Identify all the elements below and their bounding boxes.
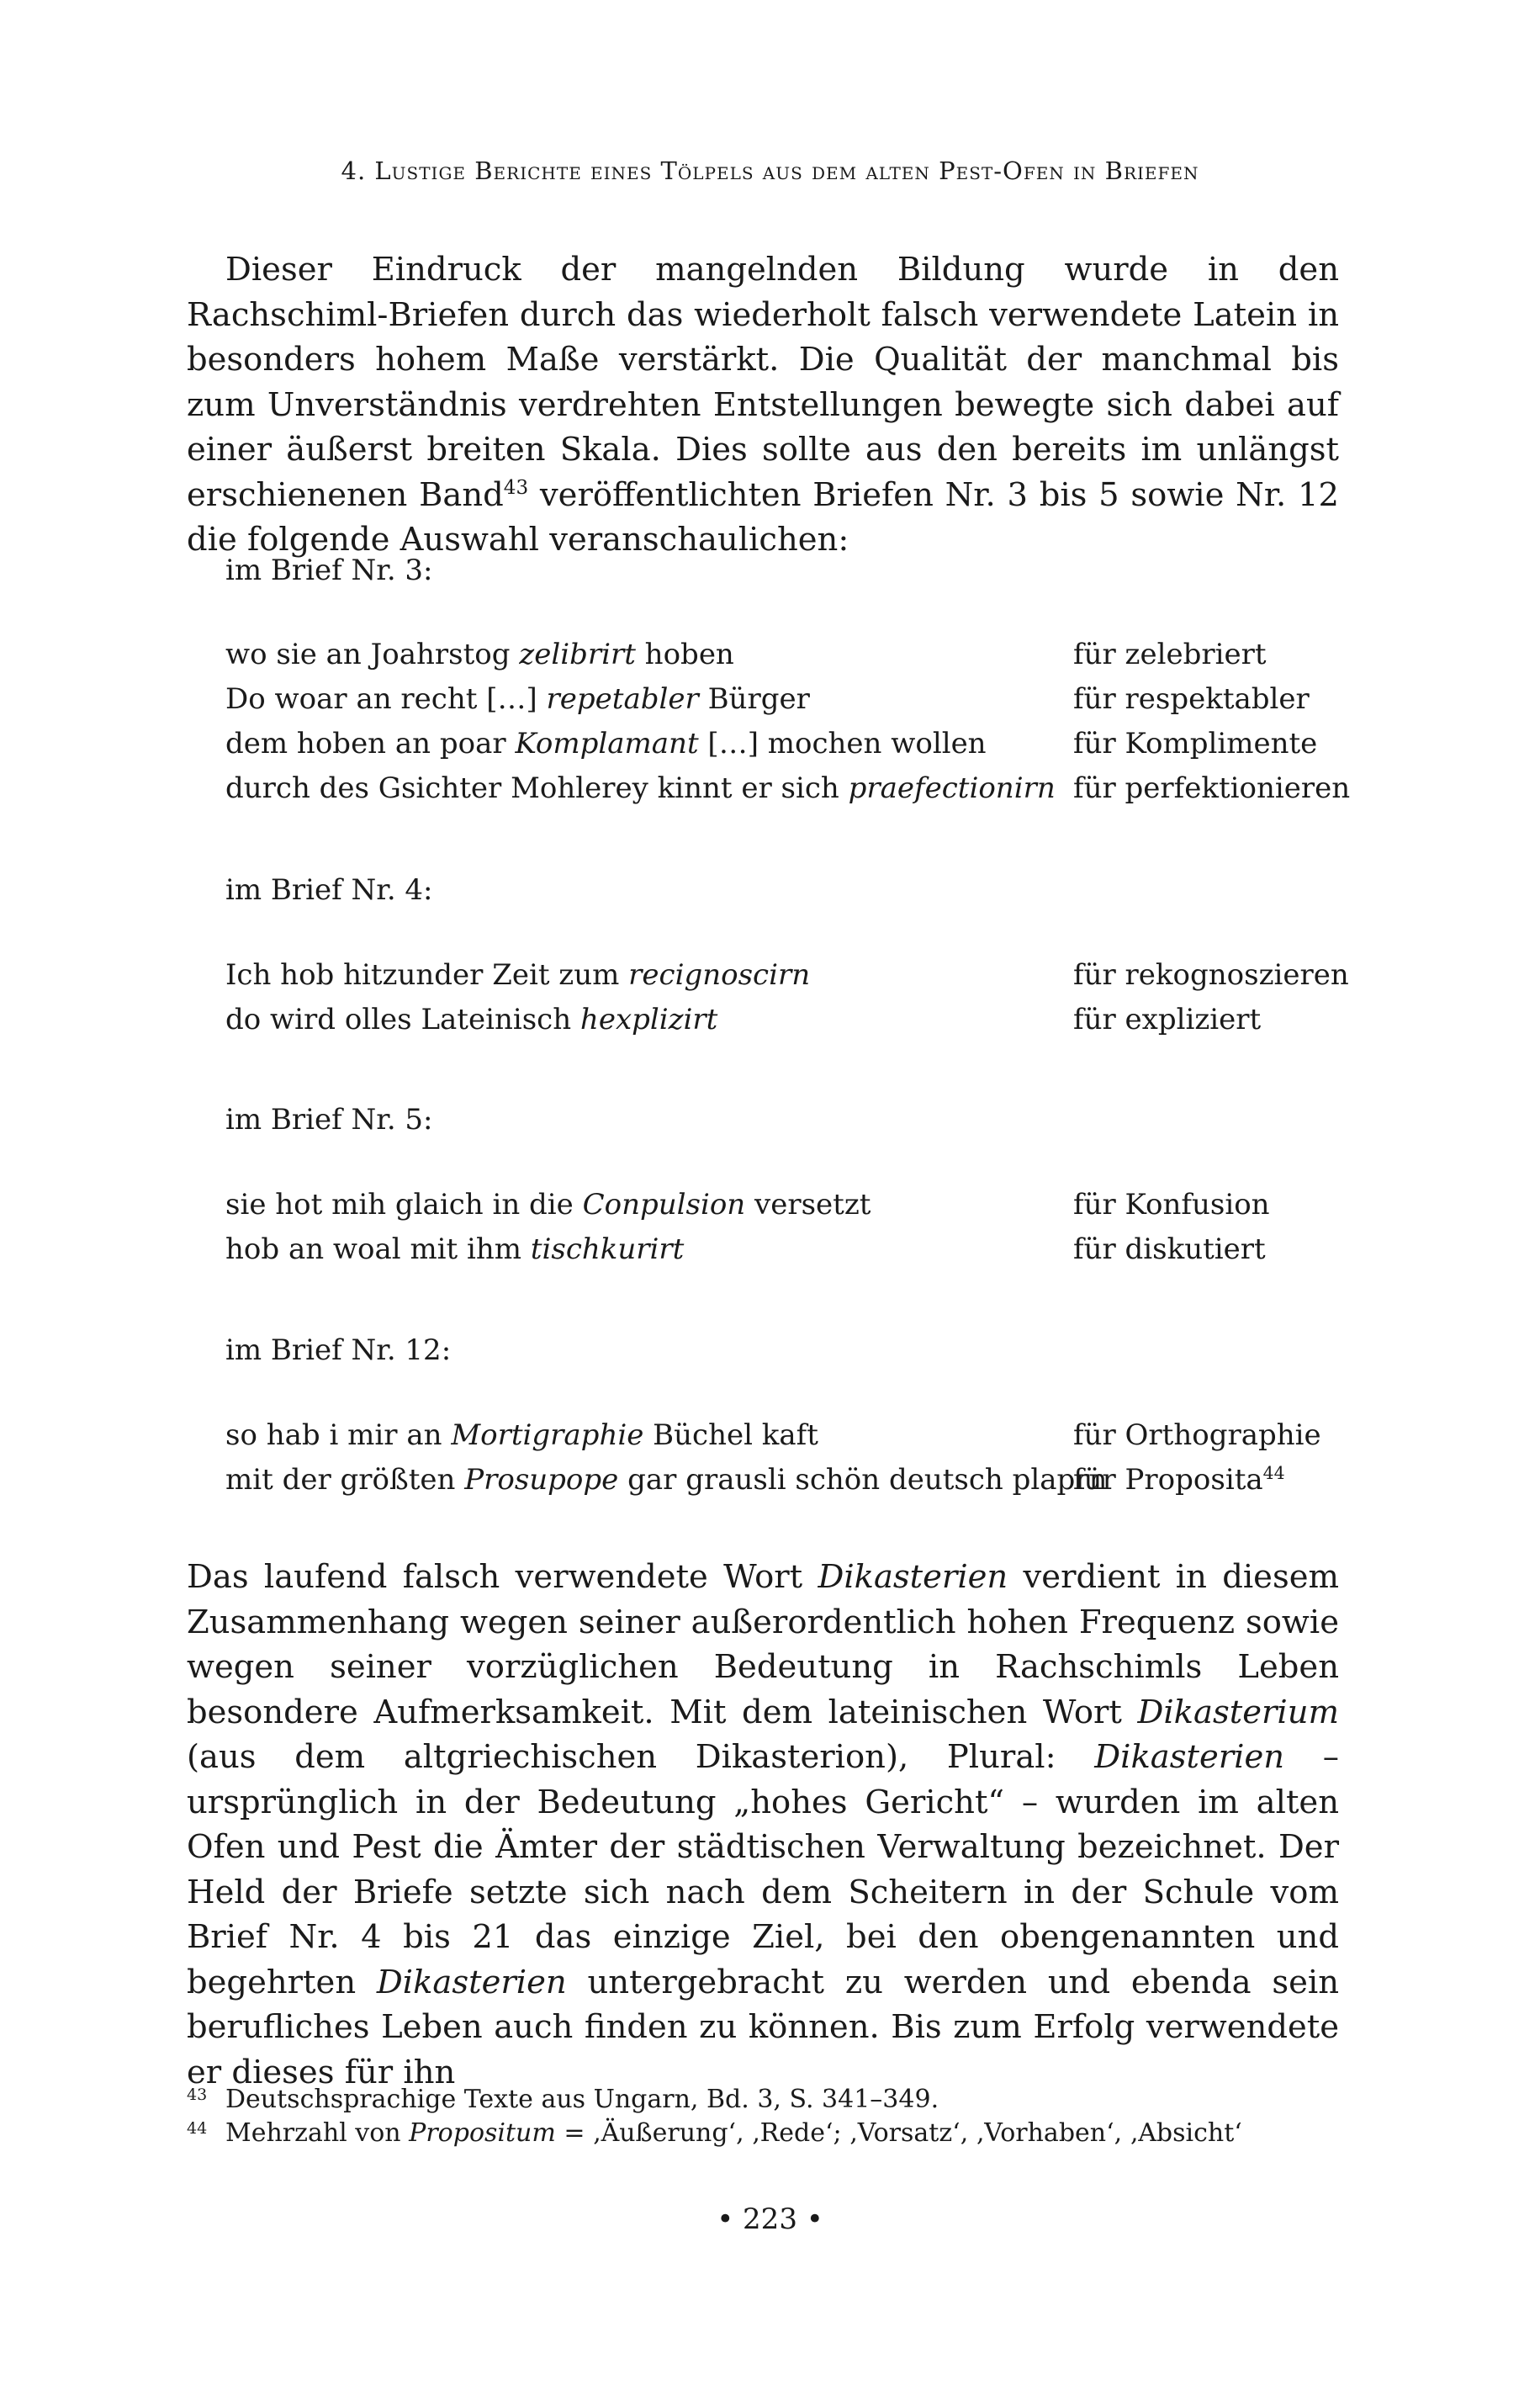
example-row	[225, 953, 1349, 998]
paragraph-dikasterien: Das laufend falsch verwendete Wort Dikasterien verdient in diesem Zusammenhang wegen seiner außerordentlich hohen Frequenz sowie wegen seiner vorzüglichen Bedeutung in Rachschimls Leben besondere Aufmerksamkeit. Mit dem lateinischen Wort Dikasterium (aus dem altgriechischen Dikasterion), Plural: Dikasterien – ursprünglich in der Bedeutung „hohes Gericht“ – wurden im alten Ofen und Pest die Ämter der städtischen Verwaltung bezeichnet. Der Held der Briefe setzte sich nach dem Scheitern in der Schule vom Brief Nr. 4 bis 21 das einzige Ziel, bei den obengenannten und begehrten Dikasterien untergebracht zu werden und ebenda sein berufliches Leben auch finden zu können. Bis zum Erfolg verwendete er dieses für ihn	[187, 1558, 1339, 2091]
dialect-phrase: dem hoben an poar Komplamant […] mochen wollen	[225, 727, 987, 761]
example-row	[225, 722, 1344, 766]
example-row	[225, 1227, 1344, 1272]
misspelled-word: praefectionirn	[848, 771, 1056, 805]
emphasis-word: Propositum	[409, 2118, 556, 2148]
correct-form: für expliziert	[1073, 1003, 1262, 1036]
misspelled-word: repetabler	[546, 682, 699, 716]
correct-form: für respektabler	[1073, 682, 1310, 716]
footnote-number: 43	[187, 2086, 208, 2104]
dialect-phrase: do wird olles Lateinisch hexplizirt	[225, 1003, 718, 1036]
correct-form: für Orthographie	[1073, 1418, 1321, 1452]
dialect-phrase: sie hot mih glaich in die Conpulsion versetzt	[225, 1188, 871, 1222]
section-label-brief-12: im Brief Nr. 12:	[225, 1333, 452, 1367]
example-row	[225, 1458, 1344, 1503]
dialect-phrase: mit der größten Prosupope gar grausli schön deutsch plaprn	[225, 1463, 1108, 1497]
emphasis-word: Dikasterien	[818, 1558, 1008, 1596]
footnote-ref-44[interactable]: 44	[1262, 1462, 1285, 1483]
emphasis-word: Dikasterien	[1094, 1738, 1285, 1776]
misspelled-word: hexplizirt	[579, 1003, 718, 1036]
correct-form: für perfektionieren	[1073, 771, 1351, 805]
dialect-phrase: wo sie an Joahrstog zelibrirt hoben	[225, 638, 734, 671]
correct-form: für Proposita$^{44}$	[1073, 1462, 1285, 1497]
footnote-ref-43[interactable]: 43	[503, 476, 529, 499]
emphasis-word: Dikasterium	[1137, 1693, 1339, 1731]
emphasis-word: Dikasterien	[376, 1963, 567, 2001]
misspelled-word: Komplamant	[515, 727, 699, 761]
example-row	[225, 1413, 1344, 1458]
section-label-brief-3: im Brief Nr. 3:	[225, 554, 433, 587]
dialect-phrase: so hab i mir an Mortigraphie Büchel kaft	[225, 1418, 818, 1452]
misspelled-word: Mortigraphie	[451, 1418, 644, 1452]
dialect-phrase: durch des Gsichter Mohlerey kinnt er sich praefectionirn	[225, 771, 1056, 805]
correct-form: für Konfusion	[1073, 1188, 1270, 1222]
misspelled-word: tischkurirt	[530, 1232, 685, 1266]
example-row	[225, 677, 1344, 722]
footnote-text: Mehrzahl von Propositum = ‚Äußerung‘, ‚Rede‘; ‚Vorsatz‘, ‚Vorhaben‘, ‚Absicht‘	[225, 2118, 1242, 2148]
paragraph-text: Dieser Eindruck der mangelnden Bildung wurde in den Rachschiml-Briefen durch das wiederholt falsch verwendete Latein in besonders hohem Maße verstärkt. Die Qualität der manchmal bis zum Unverständnis verdrehten Entstellungen bewegte sich dabei auf einer äußerst breiten Skala. Dies sollte aus den bereits im unlängst erschienenen Band	[187, 251, 1339, 514]
running-head: 4. Lustige Berichte eines Tölpels aus dem alten Pest-Ofen in Briefen	[341, 156, 1199, 185]
misspelled-word: zelibrirt	[519, 638, 636, 671]
correct-form: für Komplimente	[1073, 727, 1318, 761]
footnote-text: Deutschsprachige Texte aus Ungarn, Bd. 3, S. 341–349.	[225, 2085, 939, 2114]
section-label-brief-5: im Brief Nr. 5:	[225, 1103, 433, 1137]
paragraph-intro	[187, 247, 1339, 563]
correct-form: für diskutiert	[1073, 1232, 1266, 1266]
misspelled-word: Prosupope	[464, 1463, 619, 1497]
paragraph-text: veröffentlichten Briefen Nr. 3 bis 5 sowie Nr. 12 die folgende Auswahl veranschaulichen:	[187, 475, 1339, 559]
correct-form: für zelebriert	[1073, 638, 1267, 671]
misspelled-word: Conpulsion	[582, 1188, 746, 1222]
example-row	[225, 766, 1351, 811]
section-label-brief-4: im Brief Nr. 4:	[225, 873, 433, 907]
dialect-phrase: Do woar an recht […] repetabler Bürger	[225, 682, 810, 716]
example-row	[225, 1183, 1344, 1227]
dialect-phrase: hob an woal mit ihm tischkurirt	[225, 1232, 685, 1266]
example-row	[225, 998, 1344, 1042]
dialect-phrase: Ich hob hitzunder Zeit zum recignoscirn	[225, 958, 811, 992]
example-row	[225, 633, 1344, 677]
page-number: • 223 •	[717, 2202, 823, 2236]
footnote-number: 44	[187, 2119, 208, 2138]
correct-form: für rekognoszieren	[1073, 958, 1349, 992]
misspelled-word: recignoscirn	[628, 958, 811, 992]
